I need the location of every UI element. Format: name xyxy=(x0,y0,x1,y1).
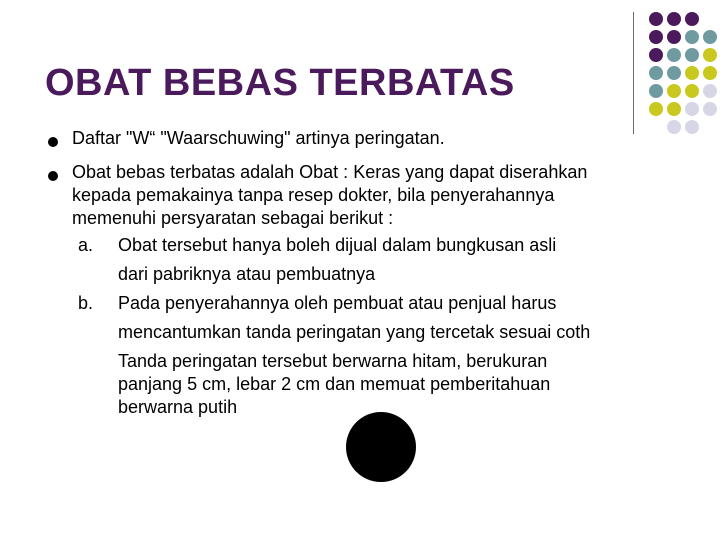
decor-dot xyxy=(703,84,717,98)
note-text: berwarna putih xyxy=(118,397,238,417)
decor-dot xyxy=(649,12,663,26)
decor-dot xyxy=(649,84,663,98)
bullet-marker xyxy=(48,165,58,181)
decor-dot xyxy=(685,66,699,80)
decor-dot xyxy=(703,102,717,116)
decor-dot xyxy=(667,30,681,44)
decor-dot xyxy=(703,66,717,80)
bullet-text-continuation: memenuhi persyaratan sebagai berikut : xyxy=(72,208,394,228)
note-text: Tanda peringatan tersebut berwarna hitam, berukuran xyxy=(118,351,548,371)
decor-dot xyxy=(667,12,681,26)
decor-dot xyxy=(703,30,717,44)
decor-dot xyxy=(667,84,681,98)
slide-title: OBAT BEBAS TERBATAS xyxy=(45,62,515,104)
bullet-text-continuation: kepada pemakainya tanpa resep dokter, bila penyerahannya xyxy=(72,185,555,205)
list-item-label: a. xyxy=(78,235,94,255)
decor-dot xyxy=(649,66,663,80)
bullet-text: Daftar "W“ "Waarschuwing" artinya peringatan. xyxy=(72,128,445,148)
decor-dot xyxy=(685,120,699,134)
decor-dot xyxy=(667,102,681,116)
list-item-text: dari pabriknya atau pembuatnya xyxy=(118,264,376,284)
list-item-text: Pada penyerahannya oleh pembuat atau penjual harus xyxy=(118,293,557,313)
decor-dot xyxy=(685,12,699,26)
decor-dot xyxy=(685,102,699,116)
list-item-text: Obat tersebut hanya boleh dijual dalam bungkusan asli xyxy=(118,235,557,255)
decor-dot xyxy=(649,48,663,62)
decor-dot xyxy=(685,48,699,62)
bullet-text: Obat bebas terbatas adalah Obat : Keras yang dapat diserahkan xyxy=(72,162,588,182)
decor-dot xyxy=(685,84,699,98)
decor-dot xyxy=(649,102,663,116)
warning-sign-circle xyxy=(346,412,416,482)
bullet-marker xyxy=(48,131,58,147)
decor-dot xyxy=(667,120,681,134)
decor-dot xyxy=(667,66,681,80)
list-item-text: mencantumkan tanda peringatan yang tercetak sesuai coth xyxy=(118,322,591,342)
decor-dot xyxy=(667,48,681,62)
decor-dot xyxy=(685,30,699,44)
decor-dot xyxy=(703,48,717,62)
decor-vertical-line xyxy=(633,12,634,134)
decor-dot xyxy=(649,30,663,44)
note-text: panjang 5 cm, lebar 2 cm dan memuat pemberitahuan xyxy=(118,374,551,394)
list-item-label: b. xyxy=(78,293,94,313)
